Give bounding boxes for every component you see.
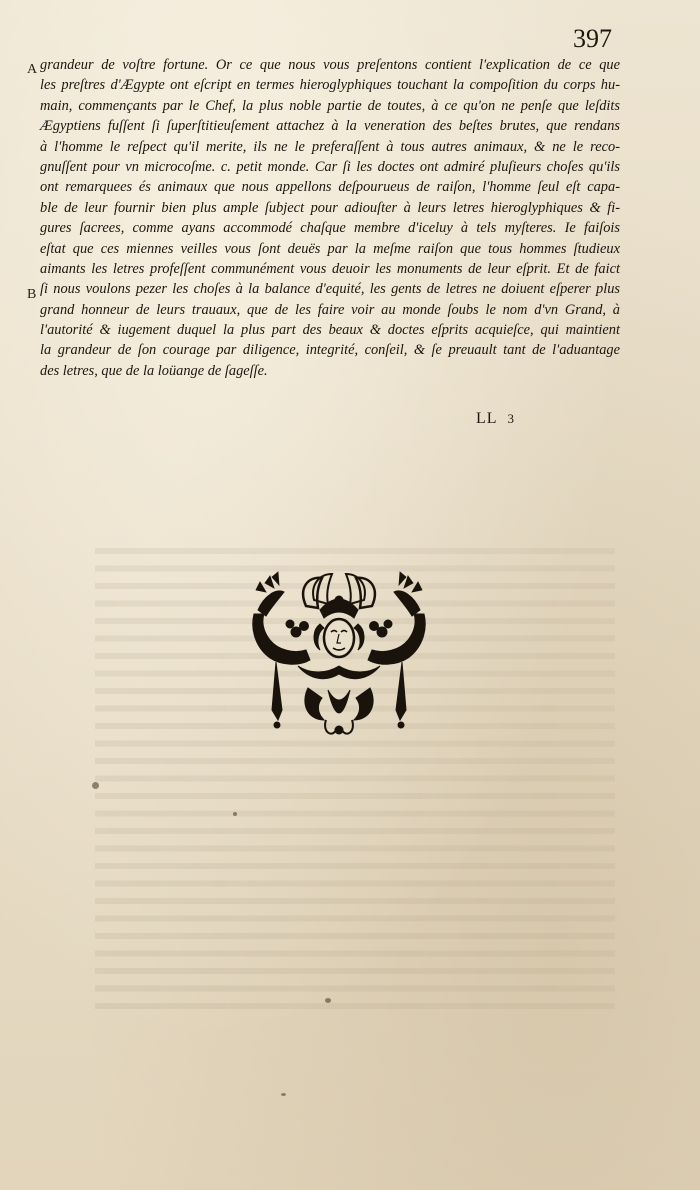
- text-line: aimants les letres profeſſent communément vous deuoir les monuments de leur eſprit. Et de faict: [40, 260, 620, 277]
- text-line: ble de leur fournir bien plus ample ſubject pour adiouſter à leurs letres hieroglyphiques & fi-: [40, 199, 620, 216]
- signature-number: 3: [507, 411, 516, 426]
- text-line: ſi nous voulons pezer les choſes à la balance d'equité, les gents de letres ne doiuent eſperer plus: [40, 281, 620, 298]
- page-number: 397: [573, 24, 612, 53]
- text-line: grand honneur de leurs trauaux, que de les faire voir au monde ſoubs le nom d'vn Grand, à: [40, 301, 620, 318]
- text-line: des letres, que de la loüange de ſageſſe.: [40, 362, 268, 379]
- text-line: eſtat que ces miennes veilles vous ſont deuës par la meſme raiſon que tous hommes ſtudieux: [40, 240, 620, 257]
- body-text: [40, 55, 620, 381]
- grotesque-mask-ornament-icon: [248, 570, 430, 742]
- ink-stain: [233, 812, 237, 816]
- text-line: la grandeur de ſon courage par diligence, integrité, conſeil, & ſe preuault tant de l'aduantage: [40, 342, 620, 359]
- ink-stain: [325, 998, 331, 1003]
- margin-marker-a: A: [27, 62, 38, 77]
- ink-stain: [92, 782, 99, 789]
- text-line: gnuſſent pour vn microcoſme. c. petit monde. Car ſi les doctes ont admiré pluſieurs choſes qu'ils: [40, 158, 620, 175]
- signature-letters: LL: [476, 410, 498, 427]
- text-line: main, commençants par le Chef, la plus noble partie de toutes, à ce qu'on ne penſe que leſdits: [40, 97, 620, 114]
- text-line: ont remarquees és animaux que nous appellons deſpourueus de raiſon, l'homme ſeul eſt capa-: [40, 179, 620, 196]
- signature-mark: [476, 410, 515, 428]
- margin-marker-b: B: [27, 287, 37, 302]
- text-line: à l'homme le reſpect qu'il merite, ils ne le preferaſſent à tous autres animaux, & ne le reco-: [40, 138, 620, 155]
- text-line: l'autorité & iugement duquel la plus part des beaux & doctes eſprits acquieſce, qui maintient: [40, 322, 620, 339]
- text-line: grandeur de voſtre fortune. Or ce que nous vous preſentons contient l'explication de ce que: [40, 57, 620, 73]
- ink-stain: [281, 1093, 286, 1096]
- text-line: Ægyptiens fuſſent ſi ſuperſtitieuſement attachez à la veneration des beſtes brutes, que rendans: [40, 118, 620, 135]
- text-line: gures ſacrees, comme ayans accommodé chaſque membre d'iceluy à tels myſteres. Ie faiſois: [40, 220, 620, 237]
- text-line: les preſtres d'Ægypte ont eſcript en termes hieroglyphiques touchant la compoſition du corps hu-: [40, 77, 620, 94]
